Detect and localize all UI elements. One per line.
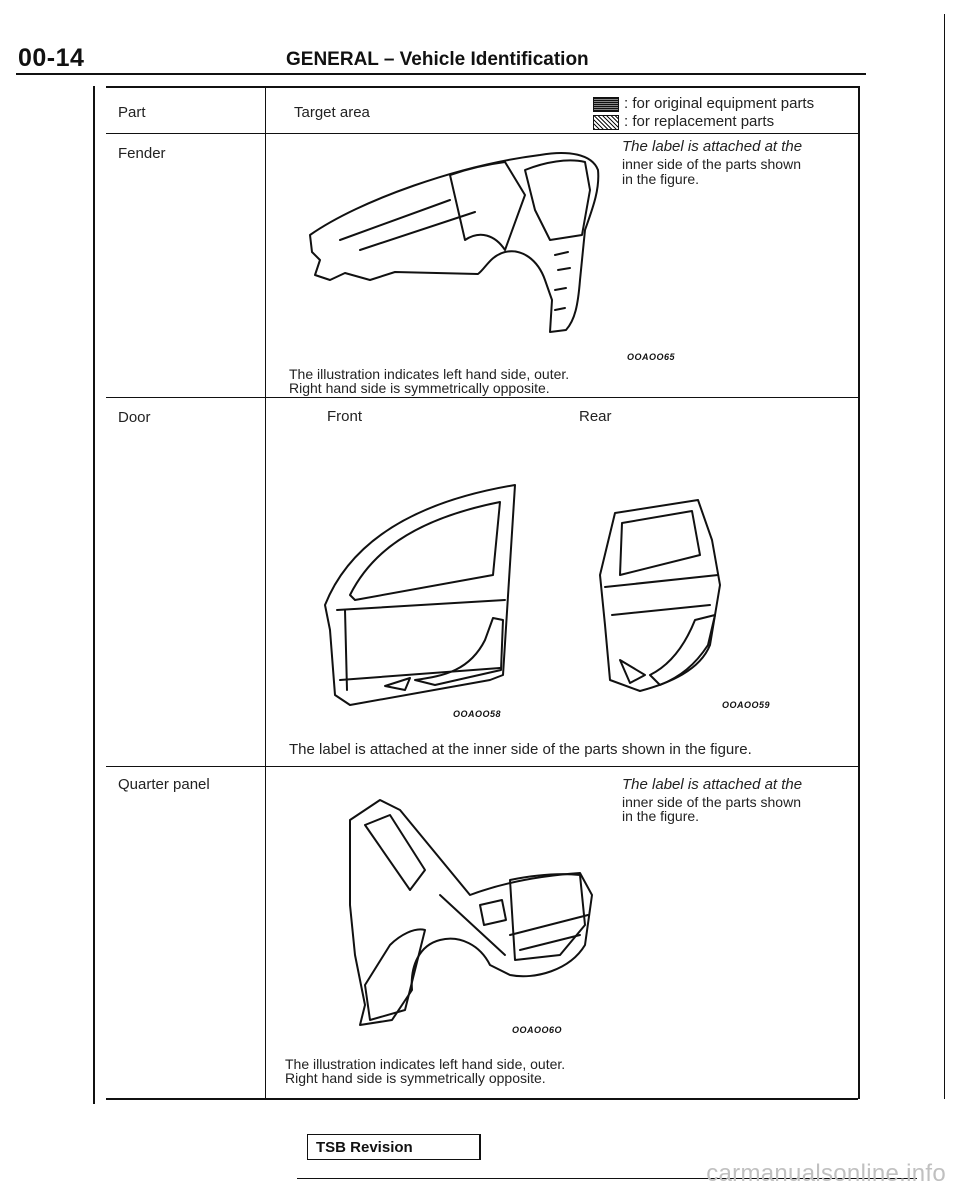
column-header-target-area: Target area xyxy=(294,104,370,121)
front-door-figure-code: OOAOO58 xyxy=(453,709,502,719)
table-left-rule xyxy=(93,86,95,1104)
door-front-label: Front xyxy=(327,408,363,425)
fender-caption-line2: Right hand side is symmetrically opposite. xyxy=(289,380,550,396)
header-rule xyxy=(16,73,866,75)
quarter-caption-line1: The illustration indicates left hand side, outer. xyxy=(285,1056,566,1072)
table-top-rule xyxy=(106,86,858,88)
table-right-rule xyxy=(858,86,860,1099)
legend-original-swatch xyxy=(593,97,619,112)
door-note: The label is attached at the inner side of the parts shown in the figure. xyxy=(289,741,752,758)
right-margin-rule xyxy=(944,14,945,1099)
legend-replacement-label: : for replacement parts xyxy=(624,113,775,130)
tsb-revision-box: TSB Revision xyxy=(307,1134,481,1160)
fender-note-line3: in the figure. xyxy=(622,171,700,187)
row-divider-fender xyxy=(106,397,858,398)
quarter-note-line3: in the figure. xyxy=(622,808,700,824)
fender-note-line2: inner side of the parts shown xyxy=(622,156,801,172)
fender-caption-line1: The illustration indicates left hand side, outer. xyxy=(289,366,570,382)
part-label-quarter-panel: Quarter panel xyxy=(118,776,210,793)
quarter-note-line1: The label is attached at the xyxy=(622,776,803,793)
page-number: 00-14 xyxy=(18,44,85,72)
watermark: carmanualsonline.info xyxy=(706,1160,946,1187)
table-column-divider xyxy=(265,86,266,1099)
part-label-fender: Fender xyxy=(118,145,166,162)
fender-note-line1: The label is attached at the xyxy=(622,138,803,155)
table-bottom-rule xyxy=(106,1098,858,1100)
page-title: GENERAL – Vehicle Identification xyxy=(286,49,589,70)
quarter-note-line2: inner side of the parts shown xyxy=(622,794,801,810)
legend-original-label: : for original equipment parts xyxy=(624,95,815,112)
fender-illustration xyxy=(300,140,620,340)
legend-replacement-swatch xyxy=(593,115,619,130)
column-header-part: Part xyxy=(118,104,146,121)
rear-door-figure-code: OOAOO59 xyxy=(722,700,771,710)
quarter-figure-code: OOAOO6O xyxy=(512,1025,563,1035)
door-rear-label: Rear xyxy=(579,408,612,425)
row-divider-door xyxy=(106,766,858,767)
quarter-panel-illustration xyxy=(330,795,610,1030)
table-header-rule xyxy=(106,133,858,134)
fender-figure-code: OOAOO65 xyxy=(627,352,676,362)
part-label-door: Door xyxy=(118,409,151,426)
front-door-illustration xyxy=(315,480,525,710)
quarter-caption-line2: Right hand side is symmetrically opposite. xyxy=(285,1070,546,1086)
rear-door-illustration xyxy=(590,495,730,695)
